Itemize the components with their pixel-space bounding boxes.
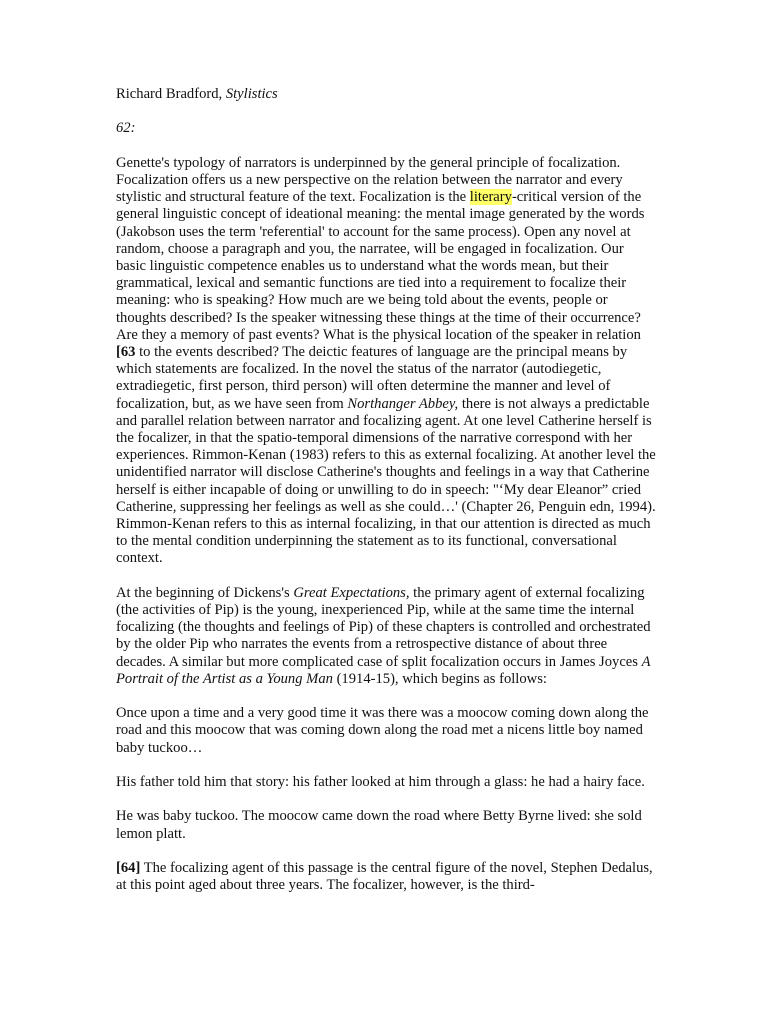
northanger-abbey-title: Northanger Abbey, bbox=[347, 395, 459, 412]
paragraph-focalization: Genette's typology of narrators is underpinned by the general principle of focalization. Focalization offers us a new perspective on the relation between the narrator and every stylistic and structural feature of the text. Focalization is the literary-critical version of the general linguistic concept of ideational meaning: the mental image generated by the words (Jakobson uses the term 'referential' to account for the same process). Open any novel at random, choose a paragraph and you, the narratee, will be engaged in focalization. Our basic linguistic competence enables us to understand what the words mean, but their grammatical, lexical and semantic functions are tied into a requirement to focalize their meaning: who is speaking? How much are we being told about the events, people or thoughts described? Is the speaker witnessing these things at the time of their occurrence? Are they a memory of past events? What is the physical location of the speaker in relation [63 to the events described? The deictic features of language are the principal means by which statements are focalized. In the novel the status of the narrator (autodiegetic, extradiegetic, first person, third person) will often determine the manner and level of focalization, but, as we have seen from Northanger Abbey, there is not always a predictable and parallel relation between narrator and focalizing agent. At one level Catherine herself is the focalizer, in that the spatio-temporal dimensions of the narrative correspond with her experiences. Rimmon-Kenan (1983) refers to this as external focalizing. At another level the unidentified narrator will disclose Catherine's thoughts and feelings in a way that Catherine herself is either incapable of doing or unwilling to do in speech: "‘My dear Eleanor” cried Catherine, suppressing her feelings as well as she could…' (Chapter 26, Penguin edn, 1994). Rimmon-Kenan refers to this as internal focalizing, in that our attention is directed as much to the mental condition underpinning the statement as to its functional, conversational context. bbox=[116, 154, 656, 567]
highlighted-word: literary bbox=[469, 189, 512, 206]
quote-father: His father told him that story: his father looked at him through a glass: he had a hairy face. bbox=[116, 774, 645, 791]
document-page bbox=[116, 86, 656, 912]
paragraph-focalizing-agent: [64] The focalizing agent of this passage is the central figure of the novel, Stephen Dedalus, at this point aged about three years. The focalizer, however, is the third- bbox=[116, 860, 653, 894]
page-break-marker-64: [64] bbox=[116, 860, 141, 877]
page-break-marker-63: [63 bbox=[116, 344, 136, 361]
author-name: Richard Bradford, bbox=[116, 86, 226, 102]
quote-baby-tuckoo: He was baby tuckoo. The moocow came down the road where Betty Byrne lived: she sold lemon platt. bbox=[116, 808, 642, 842]
document-header bbox=[116, 86, 656, 103]
paragraph-great-expectations: At the beginning of Dickens's Great Expectations, the primary agent of external focalizing (the activities of Pip) is the young, inexperienced Pip, while at the same time the internal focalizing (the thoughts and feelings of Pip) of these chapters is controlled and orchestrated by the older Pip who narrates the events from a retrospective distance of about three decades. A similar but more complicated case of split focalization occurs in James Joyces A Portrait of the Artist as a Young Man (1914-15), which begins as follows: bbox=[116, 584, 651, 687]
book-title: Stylistics bbox=[225, 86, 278, 102]
portrait-artist-title: A Portrait of the Artist as a Young Man bbox=[116, 653, 651, 687]
page-marker: 62: bbox=[116, 120, 136, 137]
quote-moocow: Once upon a time and a very good time it was there was a moocow coming down along the road and this moocow that was coming down along the road met a nicens little boy named baby tuckoo… bbox=[116, 705, 649, 756]
great-expectations-title: Great Expectations, bbox=[293, 584, 410, 601]
